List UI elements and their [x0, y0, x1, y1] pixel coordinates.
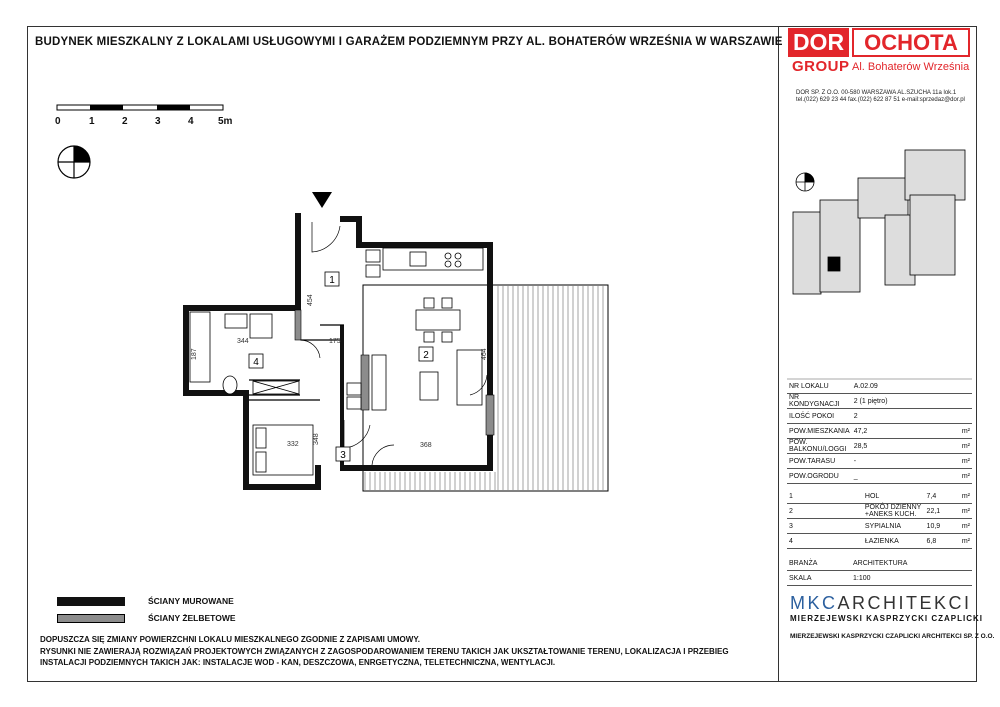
architect-logo-word: ARCHITEKCI: [837, 593, 972, 613]
dor-logo: DOR: [788, 28, 849, 57]
dim-living-height: 464: [481, 348, 488, 360]
table-row: POW.OGRODU _ m²: [787, 469, 972, 484]
architect-firm: MIERZEJEWSKI KASPRZYCKI CZAPLICKI ARCHITEKCI SP. Z O.O.: [790, 633, 995, 640]
ochota-logo: OCHOTA: [852, 28, 970, 57]
scale-label-5: 5m: [218, 116, 233, 127]
scale-label-2: 2: [122, 116, 128, 127]
table-row: SKALA 1:100: [787, 571, 972, 586]
table-row: 4 ŁAZIENKA 6,8 m²: [787, 534, 972, 549]
company-address: DOR SP. Z O.O. 00-580 WARSZAWA AL.SZUCHA 11a lok.1: [796, 90, 957, 96]
table-row: 3 SYPIALNIA 10,9 m²: [787, 519, 972, 534]
scale-bar: [57, 105, 223, 110]
logo-address: Al. Bohaterów Września: [852, 61, 970, 73]
table-row: ILOŚĆ POKOI 2: [787, 409, 972, 424]
scale-label-0: 0: [55, 116, 61, 127]
balcony-deck: [363, 285, 608, 491]
dim-hall-width: 175: [329, 338, 341, 345]
room-label-1: 1: [329, 275, 335, 286]
dim-bath-height: 187: [191, 348, 198, 360]
dim-bedroom-height: 348: [313, 433, 320, 445]
architect-subtitle: MIERZEJEWSKI KASPRZYCKI CZAPLICKI: [790, 614, 984, 623]
legend-swatch-masonry: [57, 597, 125, 606]
footer-table: [787, 556, 972, 586]
architect-logo-mkc: MKC: [790, 593, 838, 613]
legend-label-masonry: ŚCIANY MUROWANE: [148, 596, 234, 606]
note-3: INSTALACJI PODZIEMNYCH TAKICH JAK: INSTALACJE WOD - KAN, DESZCZOWA, ENRGETYCZNA, TELETECHNICZNA, WENTYLACJI.: [40, 658, 556, 667]
table-row: 1 HOL 7,4 m²: [787, 489, 972, 504]
dim-bath-width: 344: [237, 338, 249, 345]
dim-living-width: 368: [420, 442, 432, 449]
drawing-title: BUDYNEK MIESZKALNY Z LOKALAMI USŁUGOWYMI I GARAŻEM PODZIEMNYM PRZY AL. BOHATERÓW WRZEŚNIA W WARSZAWIE: [35, 36, 783, 48]
note-1: DOPUSZCZA SIĘ ZMIANY POWIERZCHNI LOKALU MIESZKALNEGO ZGODNIE Z ZAPISAMI UMOWY.: [40, 635, 420, 644]
scale-label-1: 1: [89, 116, 95, 127]
doors: [300, 222, 370, 448]
table-row: POW.TARASU - m²: [787, 454, 972, 469]
table-row: 2 POKÓJ DZIENNY +ANEKS KUCH. 22,1 m²: [789, 504, 970, 518]
legend-swatch-concrete: [57, 614, 125, 623]
table-row: BRANŻA ARCHITEKTURA: [787, 556, 972, 571]
dim-hall: 454: [307, 294, 314, 306]
architect-logo: [790, 593, 972, 614]
key-plan: [793, 150, 965, 294]
room-label-2: 2: [423, 350, 429, 361]
dim-bedroom-width: 332: [287, 441, 299, 448]
scale-label-3: 3: [155, 116, 161, 127]
entrance-arrow-icon: [312, 192, 332, 208]
kitchen-counter: [383, 248, 483, 270]
table-row: POW.MIESZKANIA 47,2 m²: [787, 424, 972, 439]
info-table: [787, 379, 972, 484]
wardrobe: [253, 381, 299, 394]
north-arrow-icon: [58, 146, 90, 178]
bed: [253, 425, 313, 475]
room-table: [787, 489, 972, 549]
group-logo: GROUP: [792, 58, 850, 75]
room-label-3: 3: [340, 450, 346, 461]
table-row: POW. BALKONU/LOGGI 28,5 m²: [789, 439, 970, 453]
room-label-4: 4: [253, 357, 259, 368]
scale-label-4: 4: [188, 116, 194, 127]
note-2: RYSUNKI NIE ZAWIERAJĄ ROZWIĄZAŃ PROJEKTOWYCH ZWIĄZANYCH Z ZAGOSPODAROWANIEM TERENU TAKICH JAK UKSZTAŁTOWANIE TERENU, LOKALIZACJA I PRZEBIEG: [40, 647, 729, 656]
table-row: NR KONDYGNACJI 2 (1 piętro): [787, 394, 972, 409]
company-contact: tel.(022) 629 23 44 fax.(022) 622 87 51 e-mail:sprzedaz@dor.pl: [796, 97, 965, 103]
legend-label-concrete: ŚCIANY ŻELBETOWE: [148, 613, 236, 623]
table-row: NR LOKALU A.02.09: [787, 379, 972, 394]
